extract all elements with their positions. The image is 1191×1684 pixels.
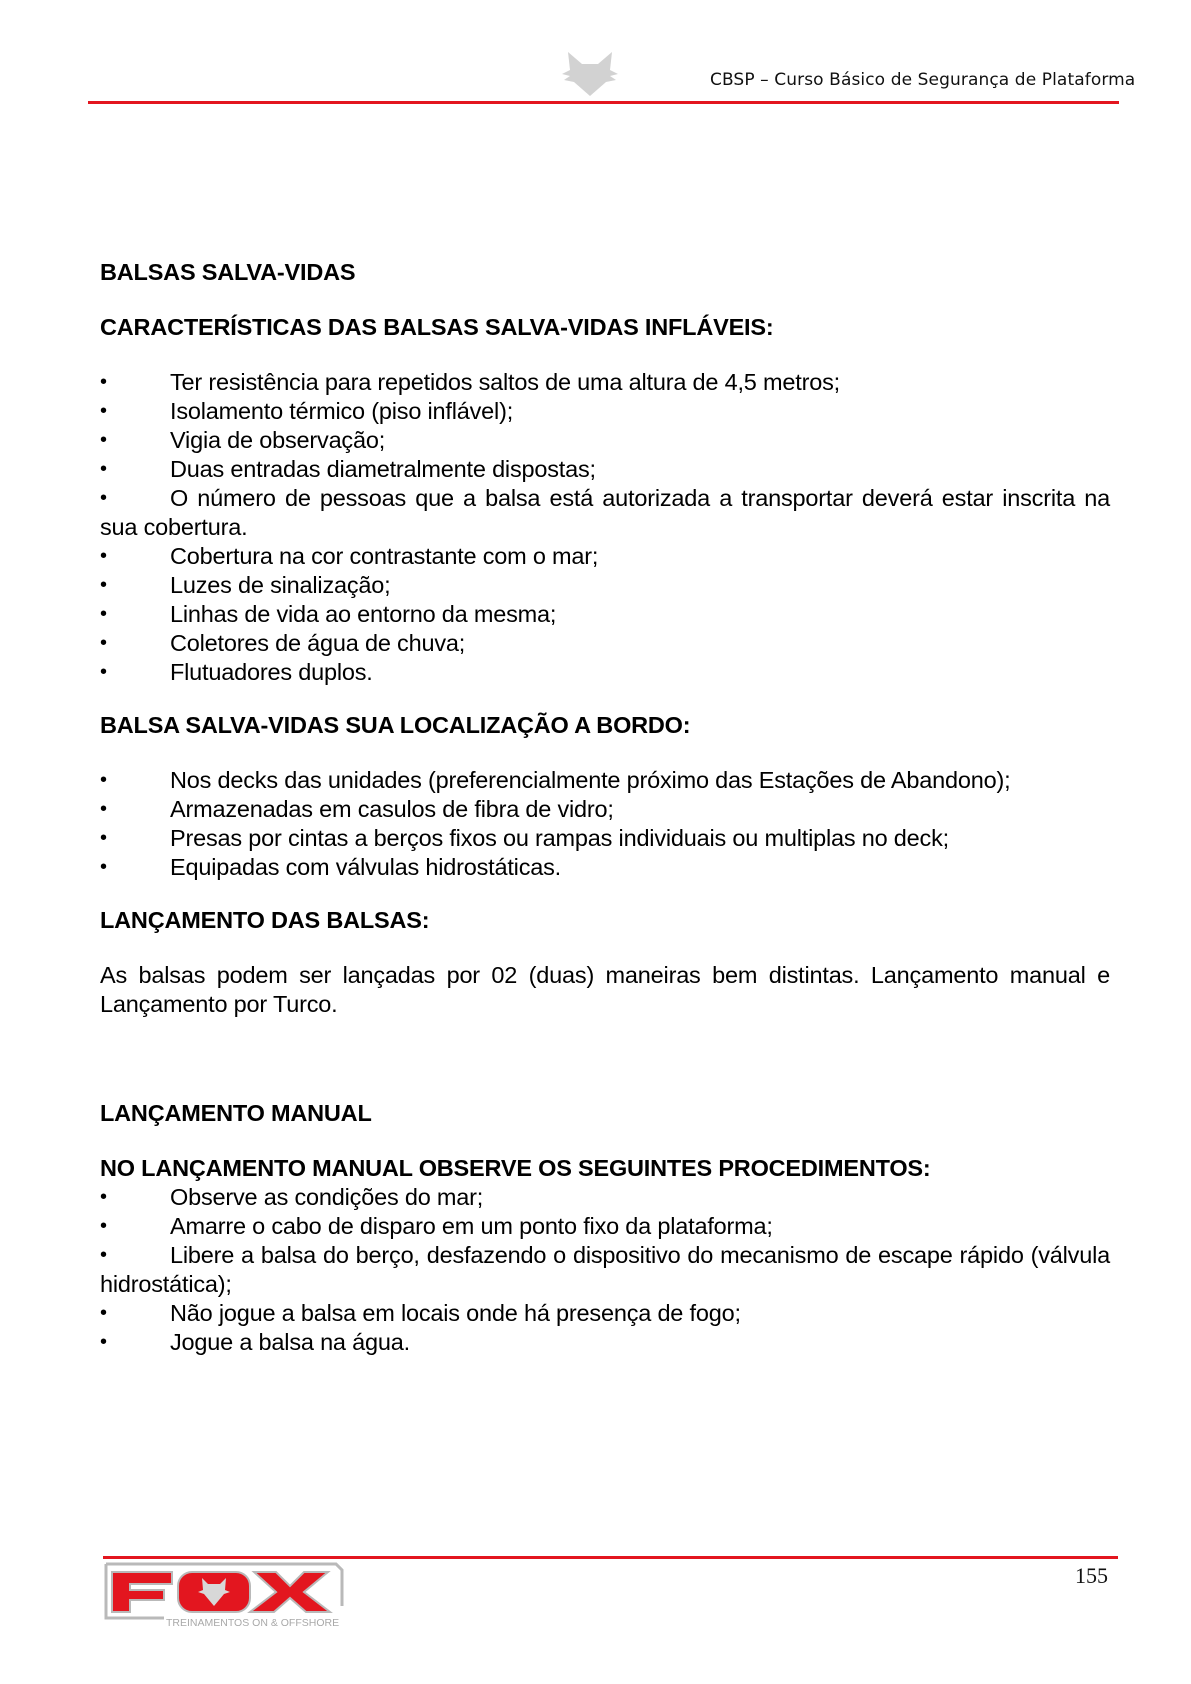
procedures-list: [100, 1183, 1110, 1357]
fox-logo: [104, 1562, 344, 1634]
list-item: • Duas entradas diametralmente dispostas;: [100, 456, 596, 482]
page-number: 155: [1075, 1563, 1108, 1588]
list-item: • Ter resistência para repetidos saltos de uma altura de 4,5 metros;: [100, 369, 840, 395]
bullet-icon: •: [100, 856, 107, 878]
list-item: • Amarre o cabo de disparo em um ponto fixo da plataforma;: [100, 1213, 773, 1239]
bullet-icon: •: [100, 769, 107, 791]
list-item: • Presas por cintas a berços fixos ou rampas individuais ou multiplas no deck;: [100, 825, 949, 851]
list-item: • Libere a balsa do berço, desfazendo o dispositivo do mecanismo de escape rápido (válvula hidrostática);: [100, 1242, 1110, 1297]
list-item: • Equipadas com válvulas hidrostáticas.: [100, 854, 561, 880]
section-title-balsas: BALSAS SALVA-VIDAS: [100, 259, 356, 285]
bullet-icon: •: [100, 798, 107, 820]
section-title-lancamento-manual: LANÇAMENTO MANUAL: [100, 1100, 372, 1126]
list-item: • O número de pessoas que a balsa está autorizada a transportar deverá estar inscrita na sua cobertura.: [100, 485, 1110, 540]
section-title-localizacao: BALSA SALVA-VIDAS SUA LOCALIZAÇÃO A BORDO:: [100, 712, 691, 738]
list-item: • Nos decks das unidades (preferencialmente próximo das Estações de Abandono);: [100, 767, 1011, 793]
location-list: [100, 766, 1110, 882]
footer-logo-tagline: TREINAMENTOS ON & OFFSHORE: [166, 1617, 340, 1629]
bullet-icon: •: [100, 574, 107, 596]
footer-divider: [103, 1556, 1118, 1559]
lancamento-paragraph: As balsas podem ser lançadas por 02 (duas) maneiras bem distintas. Lançamento manual e Lançamento por Turco.: [100, 962, 1110, 1017]
section-title-caracteristicas: CARACTERÍSTICAS DAS BALSAS SALVA-VIDAS INFLÁVEIS:: [100, 314, 774, 340]
bullet-icon: •: [100, 1302, 107, 1324]
bullet-icon: •: [100, 429, 107, 451]
bullet-icon: •: [100, 487, 107, 509]
list-item: • Cobertura na cor contrastante com o mar;: [100, 543, 599, 569]
list-item: • Coletores de água de chuva;: [100, 630, 466, 656]
bullet-icon: •: [100, 545, 107, 567]
fox-head-icon: [560, 50, 620, 98]
header-divider: [88, 101, 1119, 104]
list-item: • Flutuadores duplos.: [100, 659, 373, 685]
characteristics-list: [100, 368, 1110, 687]
list-item: • Observe as condições do mar;: [100, 1184, 484, 1210]
list-item: • Isolamento térmico (piso inflável);: [100, 398, 514, 424]
list-item: • Não jogue a balsa em locais onde há presença de fogo;: [100, 1300, 741, 1326]
page-content: [100, 258, 1110, 1357]
bullet-icon: •: [100, 458, 107, 480]
bullet-icon: •: [100, 661, 107, 683]
bullet-icon: •: [100, 1215, 107, 1237]
bullet-icon: •: [100, 1186, 107, 1208]
document-header-title: CBSP – Curso Básico de Segurança de Plataforma: [710, 70, 1136, 90]
list-item: • Luzes de sinalização;: [100, 572, 391, 598]
bullet-icon: •: [100, 632, 107, 654]
section-title-lancamento-balsas: LANÇAMENTO DAS BALSAS:: [100, 907, 430, 933]
bullet-icon: •: [100, 1331, 107, 1353]
bullet-icon: •: [100, 371, 107, 393]
list-item: • Jogue a balsa na água.: [100, 1329, 410, 1355]
bullet-icon: •: [100, 1244, 107, 1266]
bullet-icon: •: [100, 400, 107, 422]
bullet-icon: •: [100, 603, 107, 625]
list-item: • Linhas de vida ao entorno da mesma;: [100, 601, 557, 627]
list-item: • Vigia de observação;: [100, 427, 386, 453]
bullet-icon: •: [100, 827, 107, 849]
section-title-procedimentos: NO LANÇAMENTO MANUAL OBSERVE OS SEGUINTES PROCEDIMENTOS:: [100, 1155, 931, 1181]
list-item: • Armazenadas em casulos de fibra de vidro;: [100, 796, 614, 822]
